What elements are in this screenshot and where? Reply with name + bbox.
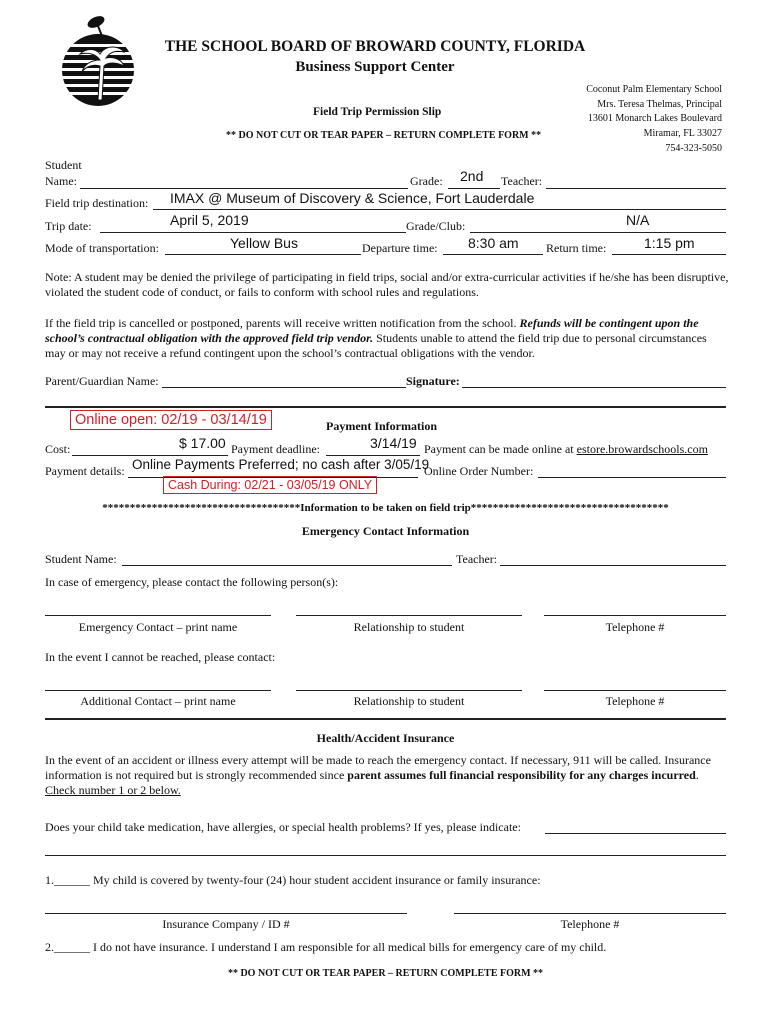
- grade-club-field[interactable]: [470, 232, 726, 233]
- emergency-instruction: In case of emergency, please contact the following person(s):: [45, 575, 339, 589]
- online-payment-label: Payment can be made online at: [424, 442, 574, 456]
- insurance-heading: Health/Accident Insurance: [316, 731, 455, 745]
- insurance-paragraph: [45, 753, 730, 798]
- cancellation-paragraph: [45, 316, 730, 361]
- order-number-label: Online Order Number:: [424, 464, 534, 478]
- teacher-field[interactable]: [546, 188, 726, 189]
- option-1-text: My child is covered by twenty-four (24) hour student accident insurance or family insurance:: [93, 873, 541, 887]
- estore-link[interactable]: estore.browardschools.com: [576, 442, 708, 456]
- transport-label: Mode of transportation:: [45, 241, 159, 255]
- cash-during-note: Cash During: 02/21 - 03/05/19 ONLY: [163, 476, 377, 494]
- grade-label: Grade:: [410, 174, 443, 188]
- medication-question: Does your child take medication, have allergies, or special health problems? If yes, please indicate:: [45, 820, 521, 834]
- emergency-contact-field[interactable]: [45, 615, 271, 616]
- school-phone: 754-323-5050: [665, 143, 722, 154]
- section-divider-2: [45, 718, 726, 720]
- cost-label: Cost:: [45, 442, 71, 456]
- destination-value[interactable]: IMAX @ Museum of Discovery & Science, Fort Lauderdale: [170, 190, 535, 206]
- emergency-contact-caption: Emergency Contact – print name: [78, 620, 238, 634]
- emergency-phone-field[interactable]: [544, 615, 726, 616]
- insurance-phone-caption: Telephone #: [560, 917, 620, 931]
- insurance-text-2: .: [695, 768, 699, 782]
- insurance-company-caption: Insurance Company / ID #: [162, 917, 290, 931]
- signature-label: Signature:: [406, 374, 460, 388]
- departure-value[interactable]: 8:30 am: [468, 235, 519, 251]
- cancellation-text-2: Students unable to attend the field trip due to personal circumstances may or may not receive a refund contingent upon the school’s contractual obligations with the vendor.: [45, 331, 707, 360]
- insurance-text-1: In the event of an accident or illness every attempt will be made to reach the emergency contact. If necessary, 911 will be called. Insurance information is not required but is strongly recommended since: [45, 753, 711, 782]
- order-number-field[interactable]: [538, 477, 726, 478]
- school-address-2: Miramar, FL 33027: [643, 128, 722, 139]
- departure-label: Departure time:: [362, 241, 438, 255]
- deadline-label: Payment deadline:: [231, 442, 320, 456]
- transport-field[interactable]: [165, 254, 361, 255]
- additional-phone-field[interactable]: [544, 690, 726, 691]
- section-divider: [45, 406, 726, 408]
- option-2-number[interactable]: 2.______: [45, 940, 90, 954]
- school-name: Coconut Palm Elementary School: [586, 84, 722, 95]
- medication-field-1[interactable]: [545, 833, 726, 834]
- parent-name-field[interactable]: [162, 387, 406, 388]
- bottom-warning: ** DO NOT CUT OR TEAR PAPER – RETURN COMPLETE FORM **: [227, 968, 544, 979]
- additional-relationship-field[interactable]: [296, 690, 522, 691]
- additional-phone-caption: Telephone #: [605, 694, 665, 708]
- payment-details-value[interactable]: Online Payments Preferred; no cash after 3/05/19: [132, 457, 430, 472]
- cost-value[interactable]: $ 17.00: [179, 435, 226, 451]
- return-field[interactable]: [612, 254, 726, 255]
- grade-value[interactable]: 2nd: [460, 168, 484, 184]
- deadline-field[interactable]: [326, 455, 420, 456]
- trip-date-field[interactable]: [100, 232, 406, 233]
- top-warning: ** DO NOT CUT OR TEAR PAPER – RETURN COMPLETE FORM **: [226, 130, 542, 141]
- emergency-relationship-caption: Relationship to student: [353, 620, 465, 634]
- insurance-phone-field[interactable]: [454, 913, 726, 914]
- insurance-responsibility: parent assumes full financial responsibility for any charges incurred: [347, 768, 696, 782]
- refund-policy: Refunds will be contingent upon the school’s contractual obligation with the approved field trip vendor.: [45, 316, 699, 345]
- medication-field-2[interactable]: [45, 855, 726, 856]
- business-support-center: Business Support Center: [295, 59, 455, 75]
- emergency-student-label: Student Name:: [45, 552, 117, 566]
- option-2-text: I do not have insurance. I understand I am responsible for all medical bills for emergency care of my child.: [93, 940, 607, 954]
- school-address-1: 13601 Monarch Lakes Boulevard: [587, 113, 722, 124]
- emergency-relationship-field[interactable]: [296, 615, 522, 616]
- payment-details-label: Payment details:: [45, 464, 125, 478]
- signature-field[interactable]: [462, 387, 726, 388]
- behavior-note: Note: A student may be denied the privilege of participating in field trips, social and/or extra-curricular activities if he/she has been disruptive, violated the student code of conduct, or fails to conform with school rules and regulations.: [45, 270, 729, 299]
- cancellation-text-1: If the field trip is cancelled or postponed, parents will receive written notification from the school.: [45, 316, 517, 330]
- additional-instruction: In the event I cannot be reached, please contact:: [45, 650, 276, 664]
- student-name-label-1: Student: [45, 158, 82, 172]
- additional-contact-field[interactable]: [45, 690, 271, 691]
- emergency-phone-caption: Telephone #: [605, 620, 665, 634]
- teacher-label: Teacher:: [501, 174, 543, 188]
- trip-date-label: Trip date:: [45, 219, 92, 233]
- deadline-value[interactable]: 3/14/19: [370, 435, 417, 451]
- cost-field[interactable]: [72, 455, 228, 456]
- student-name-field[interactable]: [80, 188, 408, 189]
- field-trip-banner: ************************************Information to be taken on field trip************************************: [102, 502, 669, 514]
- additional-relationship-caption: Relationship to student: [353, 694, 465, 708]
- additional-contact-caption: Additional Contact – print name: [80, 694, 236, 708]
- transport-value[interactable]: Yellow Bus: [230, 235, 298, 251]
- return-value[interactable]: 1:15 pm: [644, 235, 695, 251]
- grade-club-label: Grade/Club:: [406, 219, 466, 233]
- payment-heading: Payment Information: [326, 419, 437, 433]
- grade-club-value[interactable]: N/A: [626, 212, 650, 228]
- emergency-student-field[interactable]: [122, 565, 452, 566]
- grade-field[interactable]: [448, 188, 500, 189]
- online-open-note: Online open: 02/19 - 03/14/19: [70, 410, 272, 430]
- check-instruction: Check number 1 or 2 below.: [45, 783, 181, 797]
- school-principal: Mrs. Teresa Thelmas, Principal: [597, 99, 722, 110]
- board-title: THE SCHOOL BOARD OF BROWARD COUNTY, FLORIDA: [164, 38, 586, 55]
- emergency-teacher-field[interactable]: [500, 565, 726, 566]
- return-label: Return time:: [546, 241, 607, 255]
- departure-field[interactable]: [443, 254, 543, 255]
- student-name-label-2: Name:: [45, 174, 77, 188]
- emergency-heading: Emergency Contact Information: [301, 524, 470, 538]
- form-title: Field Trip Permission Slip: [313, 106, 442, 118]
- destination-field[interactable]: [153, 209, 726, 210]
- insurance-company-field[interactable]: [45, 913, 407, 914]
- online-payment-text: [424, 442, 708, 457]
- destination-label: Field trip destination:: [45, 196, 149, 210]
- parent-name-label: Parent/Guardian Name:: [45, 374, 159, 388]
- option-1-number[interactable]: 1.______: [45, 873, 90, 887]
- trip-date-value[interactable]: April 5, 2019: [170, 212, 249, 228]
- emergency-teacher-label: Teacher:: [456, 552, 498, 566]
